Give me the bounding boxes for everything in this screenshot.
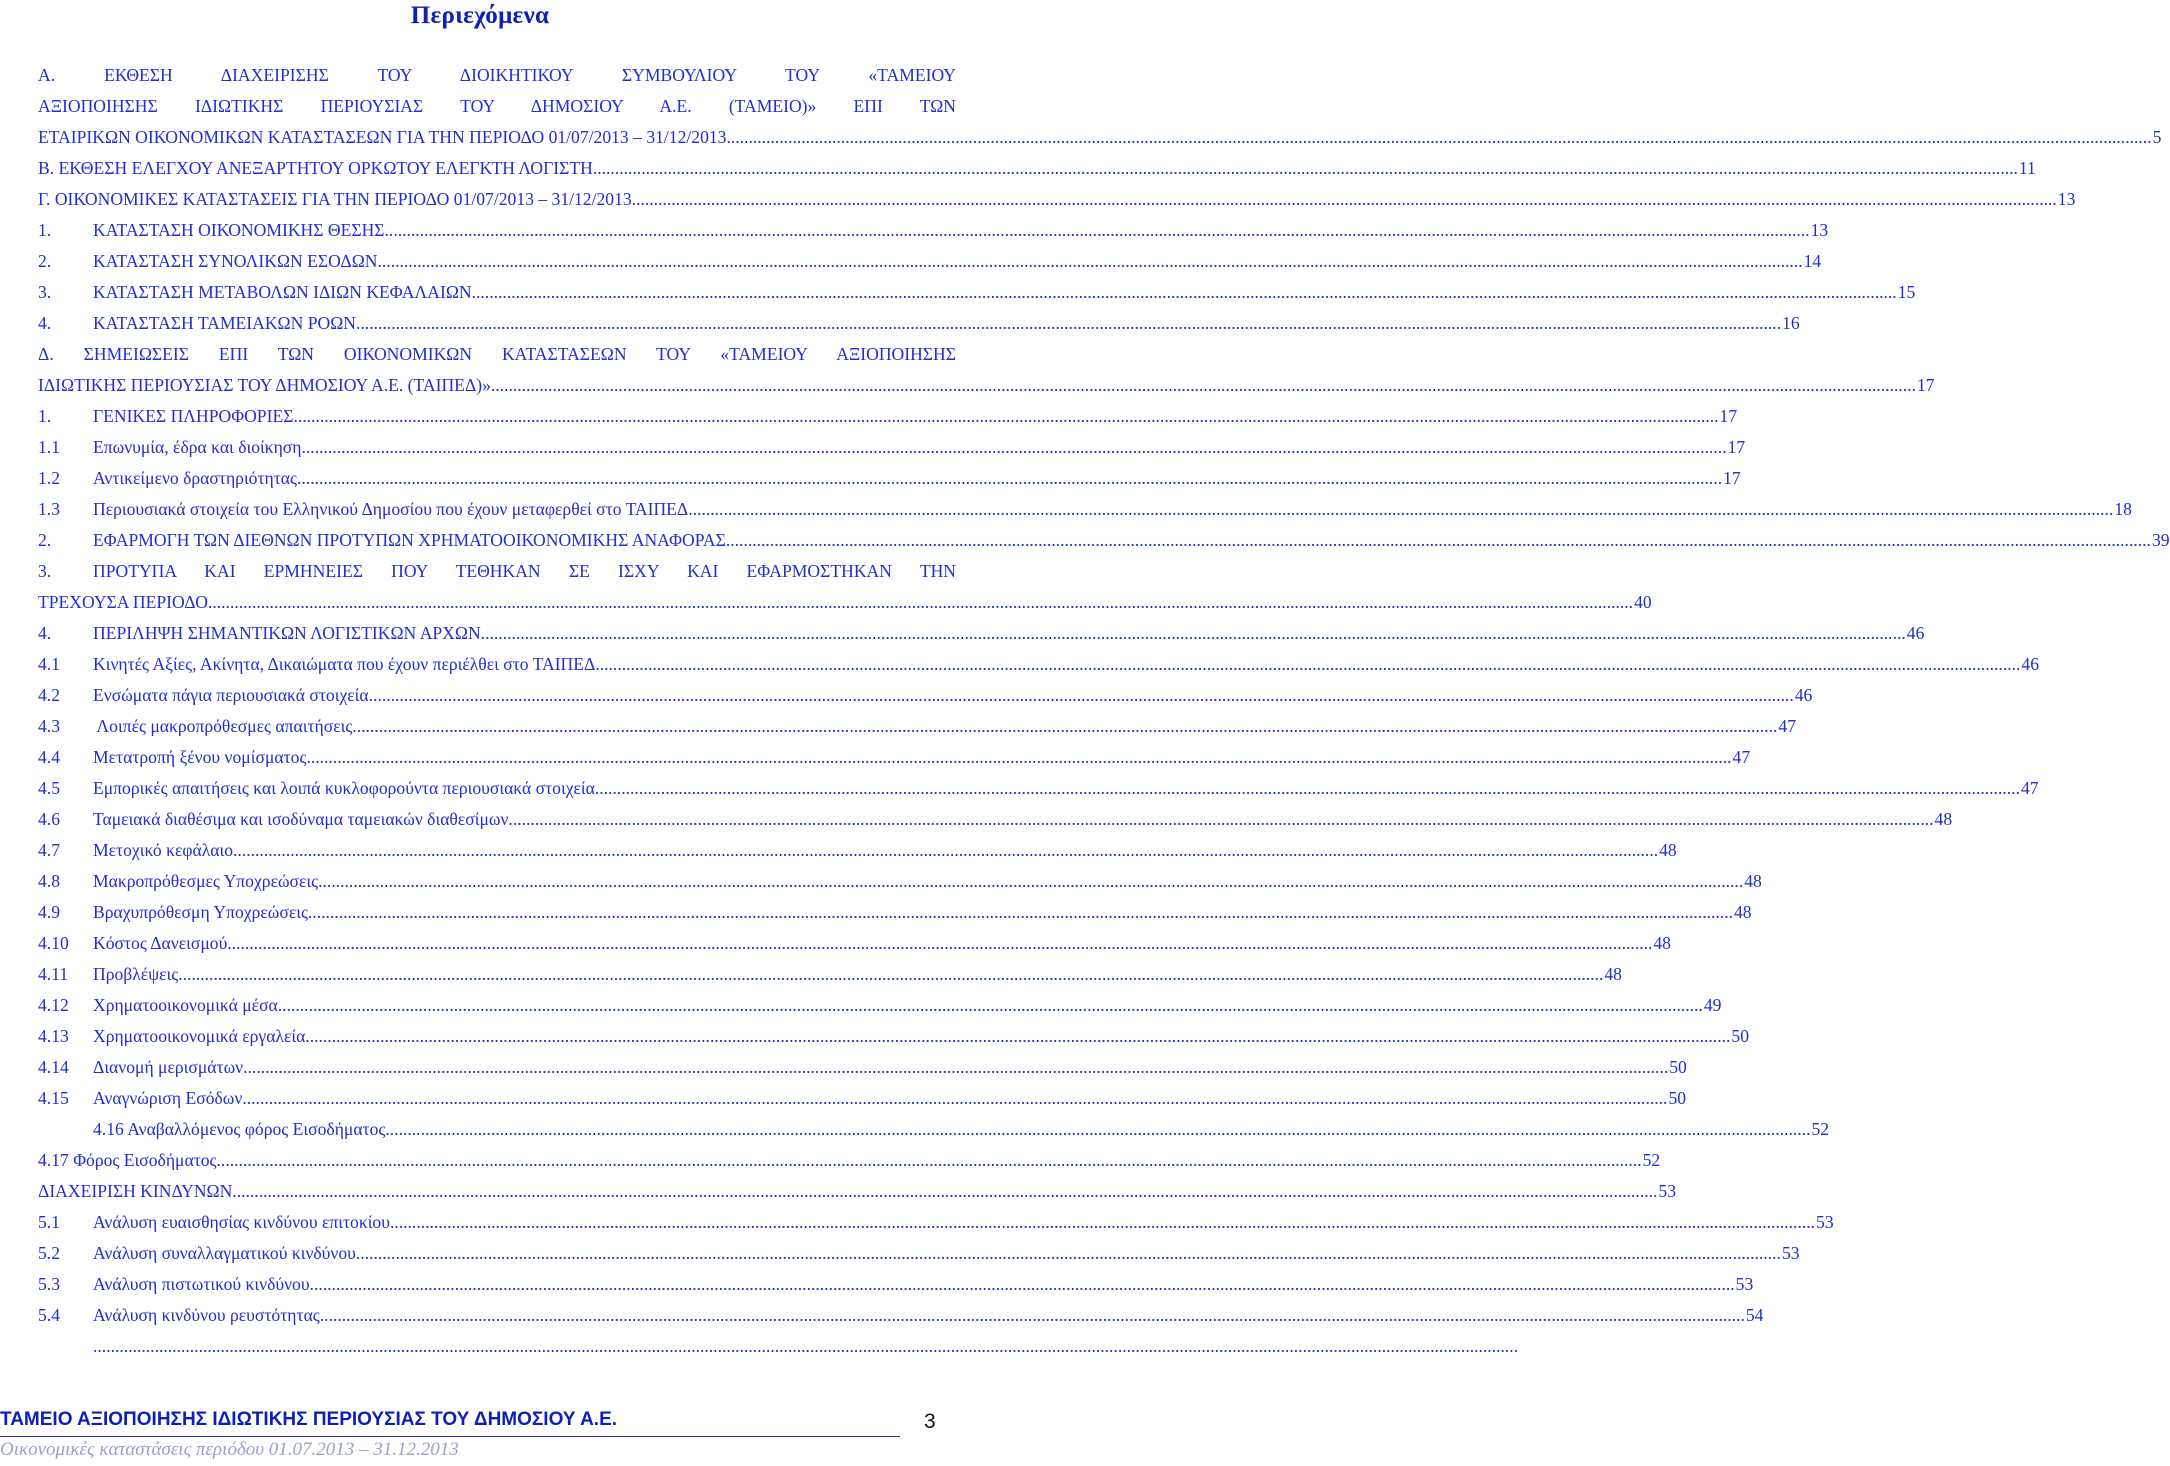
toc-entry[interactable] xyxy=(38,711,1796,742)
toc-entry-text: Εμπορικές απαιτήσεις και λοιπά κυκλοφορούντα περιουσιακά στοιχεία xyxy=(93,778,595,798)
toc-entry-line: ΠΡΟΤΥΠΑ ΚΑΙ ΕΡΜΗΝΕΙΕΣ ΠΟΥ ΤΕΘΗΚΑΝ ΣΕ ΙΣΧΥ ΚΑΙ ΕΦΑΡΜΟΣΤΗΚΑΝ ΤΗΝ xyxy=(93,561,956,581)
toc-page-number: 53 xyxy=(1816,1212,1834,1232)
toc-entry-number: 4.11 xyxy=(38,964,69,984)
toc-entry[interactable] xyxy=(38,680,1813,711)
toc-entry-text: ΚΑΤΑΣΤΑΣΗ ΤΑΜΕΙΑΚΩΝ ΡΟΩΝ xyxy=(93,313,356,333)
toc-page-number: 18 xyxy=(2114,499,2132,519)
toc-page-number: 53 xyxy=(1658,1181,1677,1201)
toc-page-number: 48 xyxy=(1653,933,1671,953)
toc-entry-number: 1.2 xyxy=(38,468,60,488)
toc-entry-number: 4.12 xyxy=(38,995,69,1015)
toc-entry-text: Λοιπές μακροπρόθεσμες απαιτήσεις xyxy=(93,716,353,736)
toc-leader-dots xyxy=(726,122,2151,153)
toc-entry-number: 3. xyxy=(38,282,52,302)
toc-entry-number: 1.3 xyxy=(38,499,60,519)
toc-page-number: 17 xyxy=(1719,406,1738,426)
toc-entry[interactable] xyxy=(38,215,1829,246)
toc-entry-b[interactable] xyxy=(38,153,2036,184)
toc-page-number: 50 xyxy=(1668,1088,1687,1108)
toc-page-number: 48 xyxy=(1659,840,1677,860)
toc-page-number: 47 xyxy=(2020,778,2039,798)
footer-page-number: 3 xyxy=(924,1410,936,1433)
toc-page-number: 14 xyxy=(1803,251,1822,271)
toc-page-number: 17 xyxy=(1916,375,1935,395)
toc-entry[interactable] xyxy=(38,649,2040,680)
toc-leader-dots xyxy=(293,401,1718,432)
toc-leader-dots xyxy=(369,680,1794,711)
toc-entry-text: ΕΤΑΙΡΙΚΩΝ ΟΙΚΟΝΟΜΙΚΩΝ ΚΑΤΑΣΤΑΣΕΩΝ ΓΙΑ ΤΗΝ ΠΕΡΙΟΔΟ 01/07/2013 – 31/12/2013 xyxy=(38,127,727,147)
toc-entry[interactable] xyxy=(38,556,1652,618)
toc-entry-text: Διανομή μερισμάτων xyxy=(93,1057,244,1077)
toc-page-number: 40 xyxy=(1634,592,1652,612)
toc-entry[interactable] xyxy=(38,1021,1749,1052)
toc-entry[interactable] xyxy=(38,928,1671,959)
toc-entry-text: Βραχυπρόθεσμη Υποχρεώσεις xyxy=(93,902,308,922)
toc-leader-dots xyxy=(297,463,1722,494)
toc-entry-text: Αναγνώριση Εσόδων xyxy=(93,1088,243,1108)
toc-entry-text: ΚΑΤΑΣΤΑΣΗ ΣΥΝΟΛΙΚΩΝ ΕΣΟΔΩΝ xyxy=(93,251,378,271)
toc-leader-dots xyxy=(390,1207,1815,1238)
toc-leader-dots xyxy=(378,246,1803,277)
toc-page-number: 53 xyxy=(1735,1274,1754,1294)
toc-entry-number: 4.8 xyxy=(38,871,60,891)
toc-entry-number: 2. xyxy=(38,530,52,550)
toc-leader-dots xyxy=(217,1145,1642,1176)
toc-entry-number: 4. xyxy=(38,623,52,643)
toc-entry-text: Ενσώματα πάγια περιουσιακά στοιχεία xyxy=(93,685,369,705)
toc-leader-dots xyxy=(385,215,1810,246)
toc-entry-text: ΤΡΕΧΟΥΣΑ ΠΕΡΙΟΔΟ xyxy=(38,592,208,612)
toc-entry-number xyxy=(38,1331,93,1362)
toc-entry-text: ΓΕΝΙΚΕΣ ΠΛΗΡΟΦΟΡΙΕΣ xyxy=(93,406,294,426)
toc-entry-text: Αντικείμενο δραστηριότητας xyxy=(93,468,297,488)
toc-leader-dots xyxy=(320,1300,1745,1331)
toc-page-number: 47 xyxy=(1778,716,1796,736)
toc-page-number: 52 xyxy=(1811,1119,1830,1139)
toc-page-number: 11 xyxy=(2018,158,2036,178)
toc-entry-text: Κόστος Δανεισμού xyxy=(93,933,228,953)
toc-entry-number: 4.9 xyxy=(38,902,60,922)
toc-entry-number: 5.3 xyxy=(38,1274,60,1294)
toc-leader-dots xyxy=(688,494,2113,525)
toc-page-number: 46 xyxy=(1794,685,1813,705)
toc-entry[interactable] xyxy=(38,525,2170,556)
toc-entry[interactable] xyxy=(38,959,1622,990)
toc-entry[interactable] xyxy=(38,246,1822,277)
toc-leader-dots xyxy=(178,959,1603,990)
toc-entry[interactable] xyxy=(38,1300,1764,1331)
toc-entry[interactable] xyxy=(38,804,1953,835)
toc-page-number: 48 xyxy=(1744,871,1762,891)
toc-entry-d[interactable] xyxy=(38,339,1935,401)
toc-leader-dots xyxy=(302,432,1727,463)
toc-entry[interactable] xyxy=(38,432,1746,463)
toc-page-number: 52 xyxy=(1642,1150,1661,1170)
toc-entry[interactable] xyxy=(38,618,1925,649)
toc-entry[interactable] xyxy=(38,990,1722,1021)
toc-entry[interactable] xyxy=(38,463,1741,494)
toc-leader-dots xyxy=(595,773,2020,804)
toc-entry-number: 2. xyxy=(38,251,52,271)
toc-entry-number: 5.4 xyxy=(38,1305,60,1325)
toc-entry-number: 4.2 xyxy=(38,685,60,705)
toc-entry-number: 5.2 xyxy=(38,1243,60,1263)
toc-leader-dots xyxy=(305,1021,1730,1052)
toc-entry-text: Ανάλυση ευαισθησίας κινδύνου επιτοκίου xyxy=(93,1212,390,1232)
toc-entry-number: 1. xyxy=(38,406,52,426)
toc-entry-text: ΠΕΡΙΛΗΨΗ ΣΗΜΑΝΤΙΚΩΝ ΛΟΓΙΣΤΙΚΩΝ ΑΡΧΩΝ xyxy=(93,623,481,643)
toc-leader-dots xyxy=(595,649,2020,680)
toc-leader-dots xyxy=(508,804,1933,835)
toc-entry-number xyxy=(38,1114,93,1145)
toc-entry[interactable] xyxy=(38,742,1751,773)
toc-entry[interactable] xyxy=(38,1145,1661,1176)
toc-entry-number: 4.14 xyxy=(38,1057,69,1077)
toc-page-number: 39 xyxy=(2151,530,2170,550)
toc-entry-number: 1. xyxy=(38,220,52,240)
toc-page-number: 17 xyxy=(1723,468,1741,488)
footer-divider xyxy=(0,1436,900,1437)
toc-leader-dots xyxy=(726,525,2151,556)
footer-organization-title: ΤΑΜΕΙΟ ΑΞΙΟΠΟΙΗΣΗΣ ΙΔΙΩΤΙΚΗΣ ΠΕΡΙΟΥΣΙΑΣ ΤΟΥ ΔΗΜΟΣΙΟΥ Α.Ε. xyxy=(0,1409,618,1430)
toc-page-number: 53 xyxy=(1781,1243,1800,1263)
toc-page-number: 49 xyxy=(1703,995,1722,1015)
toc-leader-dots xyxy=(208,587,1633,618)
toc-entry[interactable] xyxy=(38,1114,1830,1145)
toc-entry[interactable] xyxy=(38,308,1800,339)
toc-entry-text: ΔΙΑΧΕΙΡΙΣΗ ΚΙΝΔΥΝΩΝ xyxy=(38,1181,233,1201)
toc-entry-c[interactable] xyxy=(38,184,2076,215)
toc-entry-number: 4. xyxy=(38,313,52,333)
toc-entry-number: 4.6 xyxy=(38,809,60,829)
toc-leader-dots xyxy=(310,1269,1735,1300)
toc-leader-dots xyxy=(352,711,1777,742)
toc-leader-dots xyxy=(385,1114,1810,1145)
toc-entry-text: Ανάλυση συναλλαγματικού κινδύνου xyxy=(93,1243,356,1263)
table-of-contents xyxy=(38,60,2170,1362)
toc-entry-text: 4.16 Αναβαλλόμενος φόρος Εισοδήματος xyxy=(93,1119,386,1139)
toc-leader-dots xyxy=(242,1083,1667,1114)
toc-entry[interactable] xyxy=(38,1052,1687,1083)
toc-leader-dots xyxy=(481,618,1906,649)
toc-entry-number: 4.7 xyxy=(38,840,60,860)
toc-leader-dots xyxy=(233,835,1658,866)
toc-entry-number: 1.1 xyxy=(38,437,60,457)
toc-leader-dots xyxy=(593,153,2018,184)
toc-page-number: 50 xyxy=(1669,1057,1687,1077)
toc-entry-text: ΚΑΤΑΣΤΑΣΗ ΟΙΚΟΝΟΜΙΚΗΣ ΘΕΣΗΣ xyxy=(93,220,385,240)
toc-entry-text: Προβλέψεις xyxy=(93,964,179,984)
toc-entry-number: 5.1 xyxy=(38,1212,60,1232)
toc-leader-dots xyxy=(632,184,2057,215)
toc-entry-line: Δ. ΣΗΜΕΙΩΣΕΙΣ ΕΠΙ ΤΩΝ ΟΙΚΟΝΟΜΙΚΩΝ ΚΑΤΑΣΤΑΣΕΩΝ ΤΟΥ «ΤΑΜΕΙΟΥ ΑΞΙΟΠΟΙΗΣΗΣ xyxy=(38,344,956,364)
toc-entry-text: 4.17 Φόρος Εισοδήματος xyxy=(38,1150,217,1170)
toc-entry[interactable] xyxy=(38,494,2132,525)
toc-entry-text: ΙΔΙΩΤΙΚΗΣ ΠΕΡΙΟΥΣΙΑΣ ΤΟΥ ΔΗΜΟΣΙΟΥ Α.Ε. (ΤΑΙΠΕΔ)» xyxy=(38,375,491,395)
toc-leader-dots xyxy=(93,1331,1518,1362)
toc-page-number: 13 xyxy=(1810,220,1829,240)
toc-entry-text: Επωνυμία, έδρα και διοίκηση xyxy=(93,437,302,457)
toc-entry-text: Κινητές Αξίες, Ακίνητα, Δικαιώματα που έχουν περιέλθει στο ΤΑΙΠΕΔ xyxy=(93,654,596,674)
toc-entry-number: 4.1 xyxy=(38,654,60,674)
toc-page-number: 5 xyxy=(2152,127,2162,147)
toc-entry-text: Περιουσιακά στοιχεία του Ελληνικού Δημοσίου που έχουν μεταφερθεί στο ΤΑΙΠΕΔ xyxy=(93,499,689,519)
toc-leader-dots xyxy=(356,1238,1781,1269)
toc-page-number: 46 xyxy=(1906,623,1925,643)
toc-page-number: 48 xyxy=(1734,902,1752,922)
toc-entry[interactable] xyxy=(38,773,2039,804)
toc-page-number: 17 xyxy=(1727,437,1746,457)
toc-entry[interactable] xyxy=(38,1238,1800,1269)
toc-entry-number: 4.4 xyxy=(38,747,60,767)
toc-page-number: 47 xyxy=(1732,747,1751,767)
toc-entry-text: Ταμειακά διαθέσιμα και ισοδύναμα ταμειακών διαθεσίμων xyxy=(93,809,509,829)
toc-entry[interactable] xyxy=(38,1269,1754,1300)
toc-entry-number: 4.15 xyxy=(38,1088,69,1108)
toc-entry-number: 4.3 xyxy=(38,716,60,736)
toc-page-number: 46 xyxy=(2021,654,2040,674)
toc-leader-dots xyxy=(308,897,1733,928)
toc-entry-line: ΑΞΙΟΠΟΙΗΣΗΣ ΙΔΙΩΤΙΚΗΣ ΠΕΡΙΟΥΣΙΑΣ ΤΟΥ ΔΗΜΟΣΙΟΥ Α.Ε. (ΤΑΜΕΙΟ)» ΕΠΙ ΤΩΝ xyxy=(38,96,956,116)
toc-page-number xyxy=(1518,1331,1519,1362)
toc-entry[interactable] xyxy=(38,1176,1677,1207)
toc-leader-dots xyxy=(232,1176,1657,1207)
toc-entry-text: Μακροπρόθεσμες Υποχρεώσεις xyxy=(93,871,319,891)
toc-entry-text: Μετατροπή ξένου νομίσματος xyxy=(93,747,307,767)
toc-entry-text: Μετοχικό κεφάλαιο xyxy=(93,840,234,860)
toc-leader-dots xyxy=(318,866,1743,897)
toc-entry[interactable] xyxy=(38,1207,1834,1238)
toc-entry-a[interactable] xyxy=(38,60,2162,153)
footer-subtitle: Οικονομικές καταστάσεις περιόδου 01.07.2013 – 31.12.2013 xyxy=(0,1439,459,1460)
toc-entry-text: ΕΦΑΡΜΟΓΗ ΤΩΝ ΔΙΕΘΝΩΝ ΠΡΟΤΥΠΩΝ ΧΡΗΜΑΤΟΟΙΚΟΝΟΜΙΚΗΣ ΑΝΑΦΟΡΑΣ xyxy=(93,530,726,550)
toc-entry-number: 4.5 xyxy=(38,778,60,798)
toc-page-number: 54 xyxy=(1745,1305,1764,1325)
toc-entry-number: 4.13 xyxy=(38,1026,69,1046)
toc-entry-text: Ανάλυση κινδύνου ρευστότητας xyxy=(93,1305,320,1325)
toc-page-number: 15 xyxy=(1897,282,1916,302)
toc-entry-text: Χρηματοοικονομικά μέσα xyxy=(93,995,278,1015)
toc-entry[interactable] xyxy=(38,277,1916,308)
toc-leader-dots xyxy=(472,277,1897,308)
toc-leader-dots xyxy=(356,308,1781,339)
toc-entry-text: ΚΑΤΑΣΤΑΣΗ ΜΕΤΑΒΟΛΩΝ ΙΔΙΩΝ ΚΕΦΑΛΑΙΩΝ xyxy=(93,282,472,302)
toc-leader-dots xyxy=(227,928,1652,959)
toc-entry-text: Χρηματοοικονομικά εργαλεία xyxy=(93,1026,306,1046)
toc-leader-dots xyxy=(278,990,1703,1021)
toc-entry[interactable] xyxy=(38,1083,1687,1114)
toc-entry[interactable] xyxy=(38,1331,956,1362)
toc-entry-text: Β. ΕΚΘΕΣΗ ΕΛΕΓΧΟΥ ΑΝΕΞΑΡΤΗΤΟΥ ΟΡΚΩΤΟΥ ΕΛΕΓΚΤΗ ΛΟΓΙΣΤΗ xyxy=(38,158,593,178)
toc-entry-line: Α. ΕΚΘΕΣΗ ΔΙΑΧΕΙΡΙΣΗΣ ΤΟΥ ΔΙΟΙΚΗΤΙΚΟΥ ΣΥΜΒΟΥΛΙΟΥ ΤΟΥ «ΤΑΜΕΙΟΥ xyxy=(38,65,956,85)
toc-leader-dots xyxy=(491,370,1916,401)
page-title: Περιεχόμενα xyxy=(410,2,550,29)
toc-entry[interactable] xyxy=(38,835,1677,866)
toc-entry[interactable] xyxy=(38,401,1738,432)
toc-page-number: 50 xyxy=(1731,1026,1749,1046)
toc-page-number: 13 xyxy=(2057,189,2076,209)
toc-page-number: 16 xyxy=(1782,313,1800,333)
toc-entry-number: 4.10 xyxy=(38,933,69,953)
toc-entry-text: Ανάλυση πιστωτικού κινδύνου xyxy=(93,1274,310,1294)
toc-entry-number: 3. xyxy=(38,561,52,581)
toc-entry[interactable] xyxy=(38,897,1752,928)
toc-leader-dots xyxy=(243,1052,1668,1083)
toc-entry[interactable] xyxy=(38,866,1762,897)
toc-entry-text: Γ. ΟΙΚΟΝΟΜΙΚΕΣ ΚΑΤΑΣΤΑΣΕΙΣ ΓΙΑ ΤΗΝ ΠΕΡΙΟΔΟ 01/07/2013 – 31/12/2013 xyxy=(38,189,632,209)
toc-page-number: 48 xyxy=(1604,964,1622,984)
toc-leader-dots xyxy=(306,742,1731,773)
toc-page-number: 48 xyxy=(1934,809,1953,829)
